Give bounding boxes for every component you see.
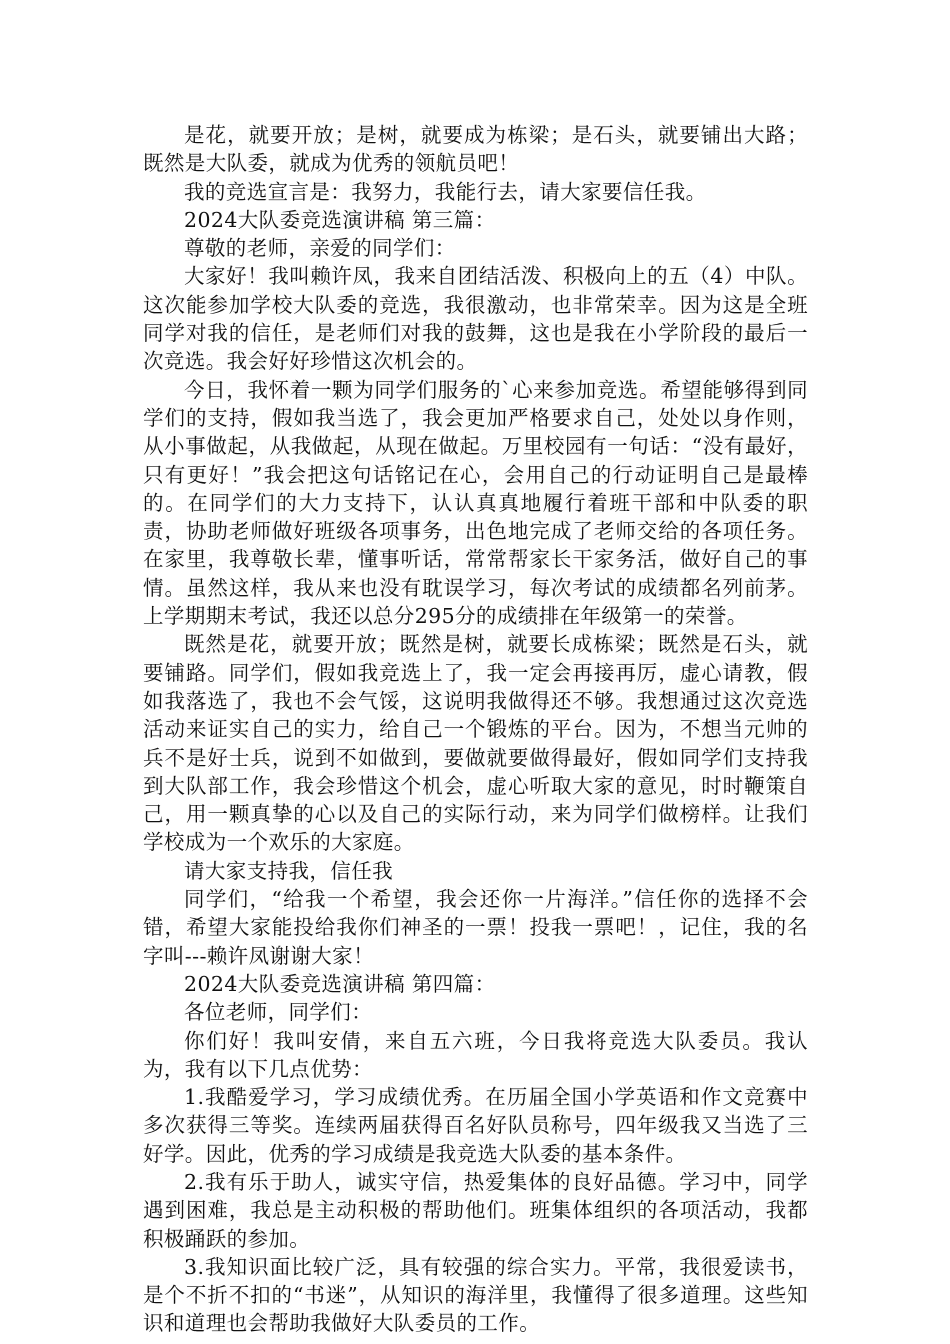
paragraph-since-flower: 既然是花，就要开放；既然是树，就要长成栋梁；既然是石头，就要铺路。同学们，假如我竞选上了，我一定会再接再厉，虚心请教，假如我落选了，我也不会气馁，这说明我做得还不够。我想通过这次竞选活动来证实自己的实力，给自己一个锻炼的平台。因为，不想当元帅的兵不是好士兵，说到不如做到，要做就要做得最好，假如同学们支持我到大队部工作，我会珍惜这个机会，虚心听取大家的意见，时时鞭策自己，用一颗真挚的心以及自己的实际行动，来为同学们做榜样。让我们学校成为一个欢乐的大家庭。 — [143, 632, 808, 855]
document-body — [143, 121, 808, 1338]
paragraph-greeting-fourth: 你们好！我叫安倩，来自五六班，今日我将竞选大队委员。我认为，我有以下几点优势： — [143, 1028, 808, 1081]
section-heading-fourth: 2024大队委竞选演讲稿 第四篇： — [184, 971, 496, 996]
paragraph-introduction: 大家好！我叫赖许凤，我来自团结活泼、积极向上的五（4）中队。这次能参加学校大队委的竞选，我很激动，也非常荣幸。因为这是全班同学对我的信任，是老师们对我的鼓舞，这也是我在小学阶段的最后一次竞选。我会好好珍惜这次机会的。 — [143, 264, 808, 374]
paragraph-declaration: 我的竞选宣言是：我努力，我能行去，请大家要信任我。 — [184, 179, 707, 204]
salutation-fourth: 各位老师，同学们： — [184, 1000, 373, 1025]
list-item-advantage-1: 1.我酷爱学习，学习成绩优秀。在历届全国小学英语和作文竞赛中多次获得三等奖。连续两届获得百名好队员称号，四年级我又当选了三好学。因此，优秀的学习成绩是我竞选大队委的基本条件。 — [143, 1085, 808, 1166]
list-item-advantage-3: 3.我知识面比较广泛，具有较强的综合实力。平常，我很爱读书，是个不折不扣的“书迷”，从知识的海洋里，我懂得了很多道理。这些知识和道理也会帮助我做好大队委员的工作。 — [143, 1254, 808, 1336]
section-heading-third: 2024大队委竞选演讲稿 第三篇： — [184, 207, 496, 232]
salutation-third: 尊敬的老师，亲爱的同学们： — [184, 236, 456, 261]
paragraph-support-request: 请大家支持我，信任我 — [184, 858, 393, 883]
paragraph-flower-motto: 是花，就要开放；是树，就要成为栋梁；是石头，就要铺出大路；既然是大队委，就成为优秀的领航员吧！ — [143, 123, 808, 176]
paragraph-today: 今日，我怀着一颗为同学们服务的`心来参加竞选。希望能够得到同学们的支持，假如我当选了，我会更加严格要求自己，处处以身作则，从小事做起，从我做起，从现在做起。万里校园有一句话：“没有最好，只有更好！”我会把这句话铭记在心，会用自己的行动证明自己是最棒的。在同学们的大力支持下，认认真真地履行着班干部和中队委的职责，协助老师做好班级各项事务，出色地完成了老师交给的各项任务。在家里，我尊敬长辈，懂事听话，常常帮家长干家务活，做好自己的事情。虽然这样，我从来也没有耽误学习，每次考试的成绩都名列前茅。上学期期末考试，我还以总分295分的成绩排在年级第一的荣誉。 — [143, 377, 808, 629]
paragraph-closing-third: 同学们，“给我一个希望，我会还你一片海洋。”信任你的选择不会错，希望大家能投给我你们神圣的一票！投我一票吧！，记住，我的名字叫---赖许凤谢谢大家！ — [143, 887, 808, 968]
list-item-advantage-2: 2.我有乐于助人，诚实守信，热爱集体的良好品德。学习中，同学遇到困难，我总是主动积极的帮助他们。班集体组织的各项活动，我都积极踊跃的参加。 — [143, 1169, 808, 1251]
